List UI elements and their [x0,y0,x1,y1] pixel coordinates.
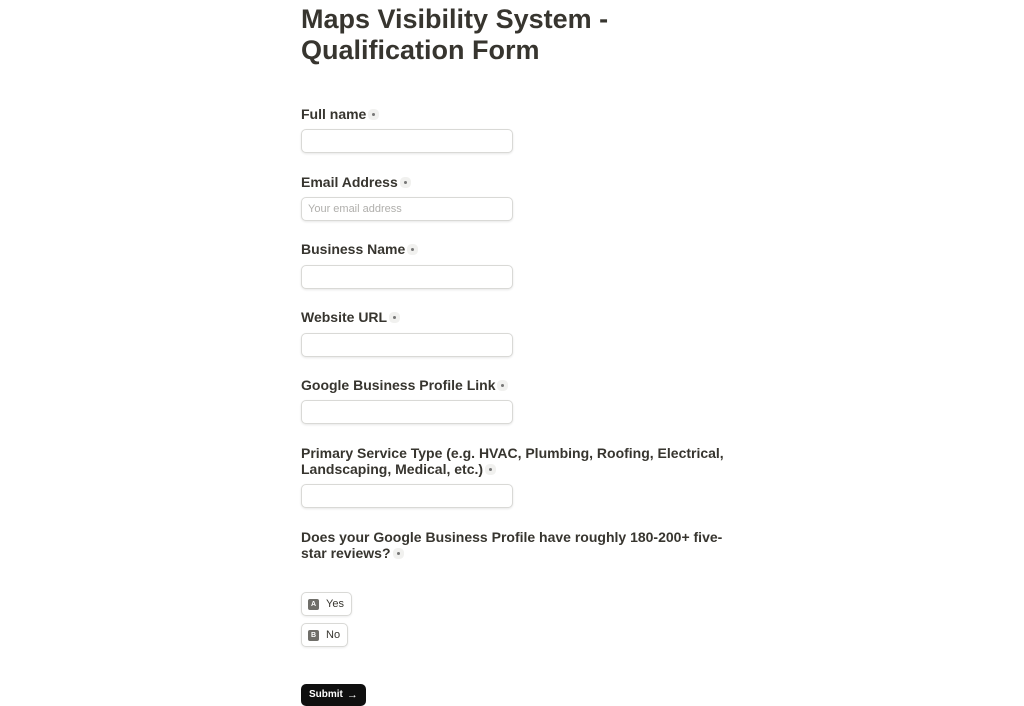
form-title: Maps Visibility System - Qualification Form [301,4,609,65]
required-indicator [501,384,504,387]
qualification-form [301,0,741,701]
website-url-label: Website URL [301,309,388,325]
field-gbp-link [301,377,741,393]
option-yes[interactable] [301,592,352,616]
arrow-right-icon: → [346,689,358,701]
required-indicator [489,468,492,471]
field-service-type [301,445,741,477]
submit-label: Submit [309,689,343,700]
option-no-label: No [326,629,341,641]
email-input[interactable]: Your email address [301,197,513,221]
required-indicator [411,248,414,251]
option-no[interactable] [301,623,348,647]
option-key-badge: A [308,599,319,610]
required-indicator [372,113,375,116]
option-yes-label: Yes [326,598,344,610]
gbp-link-input[interactable] [301,400,513,424]
reviews-question-label: Does your Google Business Profile have roughly 180-200+ five-star reviews? [301,529,723,561]
field-business-name [301,241,741,257]
service-type-label: Primary Service Type (e.g. HVAC, Plumbing, Roofing, Electrical, Landscaping, Medical, etc.) [301,445,724,477]
full-name-label: Full name [301,106,367,122]
field-reviews-question [301,529,741,561]
option-key-badge: B [308,630,319,641]
email-label: Email Address [301,174,398,190]
gbp-link-label: Google Business Profile Link [301,377,496,393]
required-indicator [397,552,400,555]
service-type-input[interactable] [301,484,513,508]
business-name-label: Business Name [301,241,406,257]
field-website-url [301,309,741,325]
website-url-input[interactable] [301,333,513,357]
field-email [301,174,741,190]
field-full-name [301,106,741,122]
business-name-input[interactable] [301,265,513,289]
full-name-input[interactable] [301,129,513,153]
required-indicator [404,181,407,184]
submit-button[interactable] [301,684,366,706]
required-indicator [393,316,396,319]
